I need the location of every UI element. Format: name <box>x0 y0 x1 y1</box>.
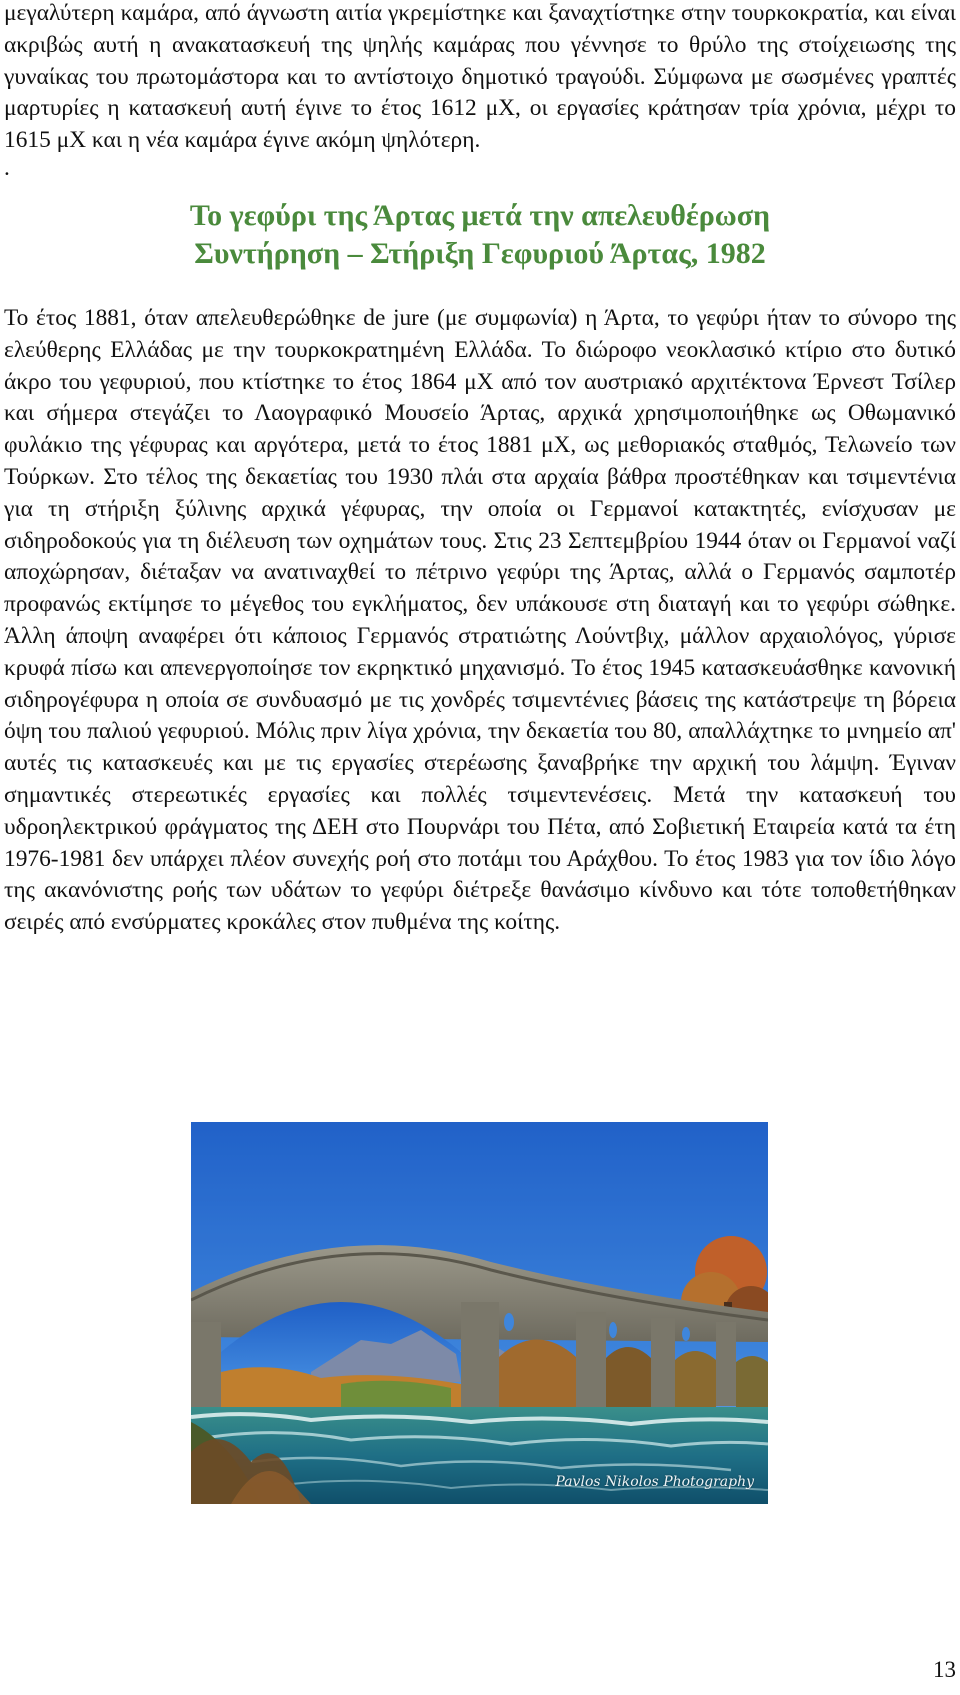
intro-paragraph: μεγαλύτερη καμάρα, από άγνωστη αιτία γκρεμίστηκε και ξαναχτίστηκε στην τουρκοκρατία, και είναι ακριβώς αυτή η ανακατασκευή της ψηλής καμάρας που γέννησε το θρύλο της στοίχειωσης της γυναίκας του πρωτομάστορα και το αντίστοιχο δημοτικό τραγούδι. Σύμφωνα με σωσμένες γραπτές μαρτυρίες η κατασκευή αυτή έγινε το έτος 1612 μΧ, οι εργασίες κράτησαν τρία χρόνια, μέχρι το 1615 μΧ και η νέα καμάρα έγινε ακόμη ψηλότερη. <box>4 0 956 154</box>
section-title-line-1: Το γεφύρι της Άρτας μετά την απελευθέρωση <box>189 198 771 232</box>
photo-watermark: Pavlos Nikolos Photography <box>555 1474 754 1490</box>
separator-dot: . <box>4 154 10 181</box>
arta-bridge-photo <box>191 1122 768 1504</box>
section-heading <box>4 197 956 273</box>
section-title-line-2: Συντήρηση – Στήριξη Γεφυριού Άρτας, 1982 <box>194 236 766 270</box>
main-paragraph: Το έτος 1881, όταν απελευθερώθηκε de jure (με συμφωνία) η Άρτα, το γεφύρι ήταν το σύνορο της ελεύθερης Ελλάδας με την τουρκοκρατημένη Ελλάδα. Το διώροφο νεοκλασικό κτίριο στο δυτικό άκρο του γεφυριού, που κτίστηκε το έτος 1864 μΧ από τον αυστριακό αρχιτέκτονα Έρνεστ Τσίλερ και σήμερα στεγάζει το Λαογραφικό Μουσείο Άρτας, αρχικά χρησιμοποιήθηκε ως Οθωμανικό φυλάκιο της γέφυρας και αργότερα, μετά το έτος 1881 μΧ, ως μεθοριακός σταθμός, Τελωνείο των Τούρκων. Στο τέλος της δεκαετίας του 1930 πλάι στα αρχαία βάθρα προστέθηκαν και τσιμεντένια για τη στήριξη ξύλινης αρχικά γέφυρας, την οποία οι Γερμανοί κατακτητές, ενίσχυσαν με σιδηροδοκούς για τη διέλευση των οχημάτων τους. Στις 23 Σεπτεμβρίου 1944 όταν οι Γερμανοί ναζί αποχώρησαν, διέταξαν να ανατιναχθεί το πέτρινο γεφύρι της Άρτας, αλλά ο Γερμανός σαμποτέρ προφανώς εκτίμησε το μέγεθος του εγκλήματος, δεν υπάκουσε στη διαταγή και το γεφύρι σώθηκε. Άλλη άποψη αναφέρει ότι κάποιος Γερμανός στρατιώτης Λούντβιχ, μάλλον αρχαιολόγος, γύρισε κρυφά πίσω και απενεργοποίησε τον εκρηκτικό μηχανισμό. Το έτος 1945 κατασκευάσθηκε κανονική σιδηρογέφυρα η οποία σε συνδυασμό με τις χονδρές τσιμεντένιες βάσεις της κατάστρεψε τη βόρεια όψη του παλιού γεφυριού. Μόλις πριν λίγα χρόνια, την δεκαετία του 80, απαλλάχτηκε το μνημείο απ' αυτές τις κατασκευές και με τις εργασίες στερέωσης ξαναβρήκε την αρχική του λάμψη. Έγιναν σημαντικές στερεωτικές εργασίες και πολλές τσιμεντενέσεις. Μετά την κατασκευή του υδροηλεκτρικού φράγματος της ΔΕΗ στο Πουρνάρι του Πέτα, από Σοβιετική Εταιρεία κατά τα έτη 1976-1981 δεν υπάρχει πλέον συνεχής ροή στο ποτάμι του Αράχθου. Το έτος 1983 για τον ίδιο λόγο της ακανόνιστης ροής των υδάτων το γεφύρι διέτρεξε θανάσιμο κίνδυνο και τότε τοποθετήθηκαν σειρές από ενσύρματες κροκάλες στον πυθμένα της κοίτης. <box>4 304 956 936</box>
document-page <box>4 0 956 939</box>
bridge-photo-illustration <box>191 1122 768 1504</box>
page-number: 13 <box>933 1657 956 1682</box>
